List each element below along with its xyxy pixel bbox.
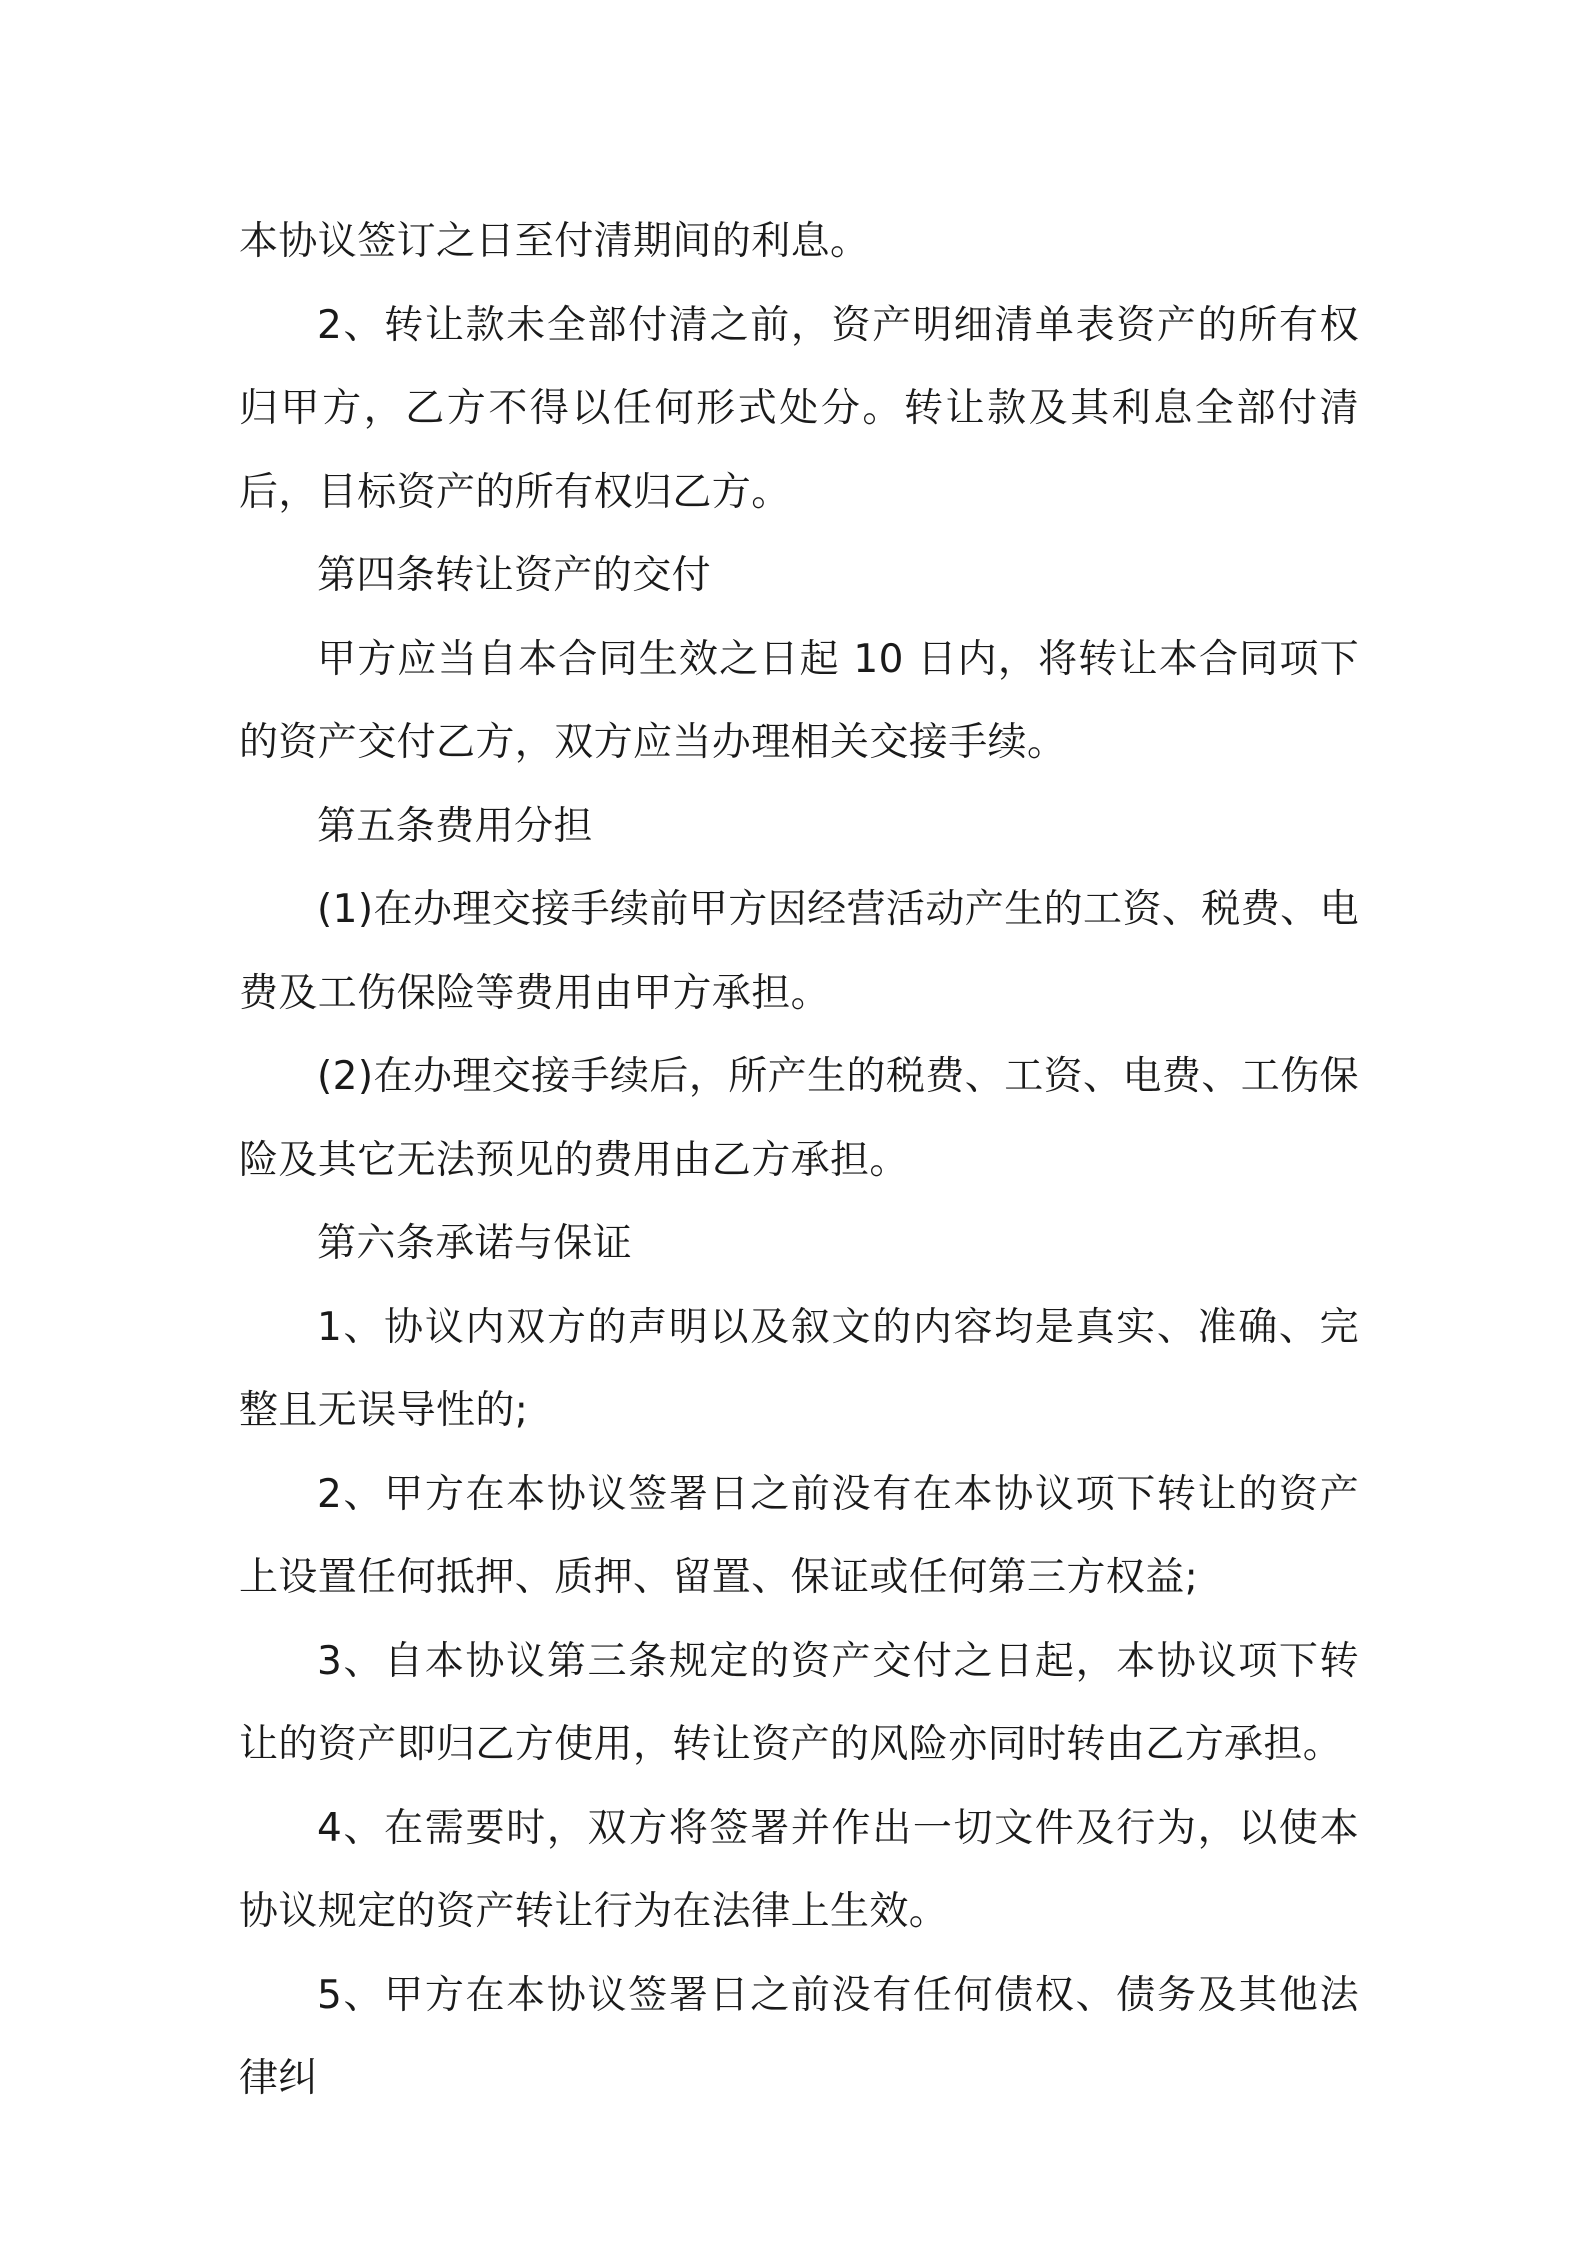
paragraph-warranty-5: 5、甲方在本协议签署日之前没有任何债权、债务及其他法律纠: [239, 1972, 1359, 2101]
paragraph-warranty-4: 4、在需要时，双方将签署并作出一切文件及行为，以使本协议规定的资产转让行为在法律上生效。: [239, 1805, 1359, 1934]
paragraph-warranty-3: 3、自本协议第三条规定的资产交付之日起，本协议项下转让的资产即归乙方使用，转让资产的风险亦同时转由乙方承担。: [239, 1638, 1359, 1767]
paragraph-cost-after-handover: (2)在办理交接手续后，所产生的税费、工资、电费、工伤保险及其它无法预见的费用由乙方承担。: [239, 1054, 1359, 1183]
paragraph-interest-continuation: 本协议签订之日至付清期间的利息。: [239, 219, 870, 264]
paragraph-ownership-clause: 2、转让款未全部付清之前，资产明细清单表资产的所有权归甲方，乙方不得以任何形式处分。转让款及其利息全部付清后，目标资产的所有权归乙方。: [239, 302, 1359, 515]
paragraph-cost-before-handover: (1)在办理交接手续前甲方因经营活动产生的工资、税费、电费及工伤保险等费用由甲方承担。: [239, 887, 1359, 1016]
paragraph-asset-delivery: 甲方应当自本合同生效之日起 10 日内，将转让本合同项下的资产交付乙方，双方应当办理相关交接手续。: [239, 636, 1359, 765]
paragraph-warranty-1: 1、协议内双方的声明以及叙文的内容均是真实、准确、完整且无误导性的;: [239, 1304, 1359, 1433]
heading-article-5: 第五条费用分担: [317, 803, 593, 849]
heading-article-6: 第六条承诺与保证: [317, 1221, 633, 1266]
document-body: [239, 200, 1359, 2121]
heading-article-4: 第四条转让资产的交付: [317, 553, 712, 598]
paragraph-warranty-2: 2、甲方在本协议签署日之前没有在本协议项下转让的资产上设置任何抵押、质押、留置、保证或任何第三方权益;: [239, 1471, 1359, 1600]
